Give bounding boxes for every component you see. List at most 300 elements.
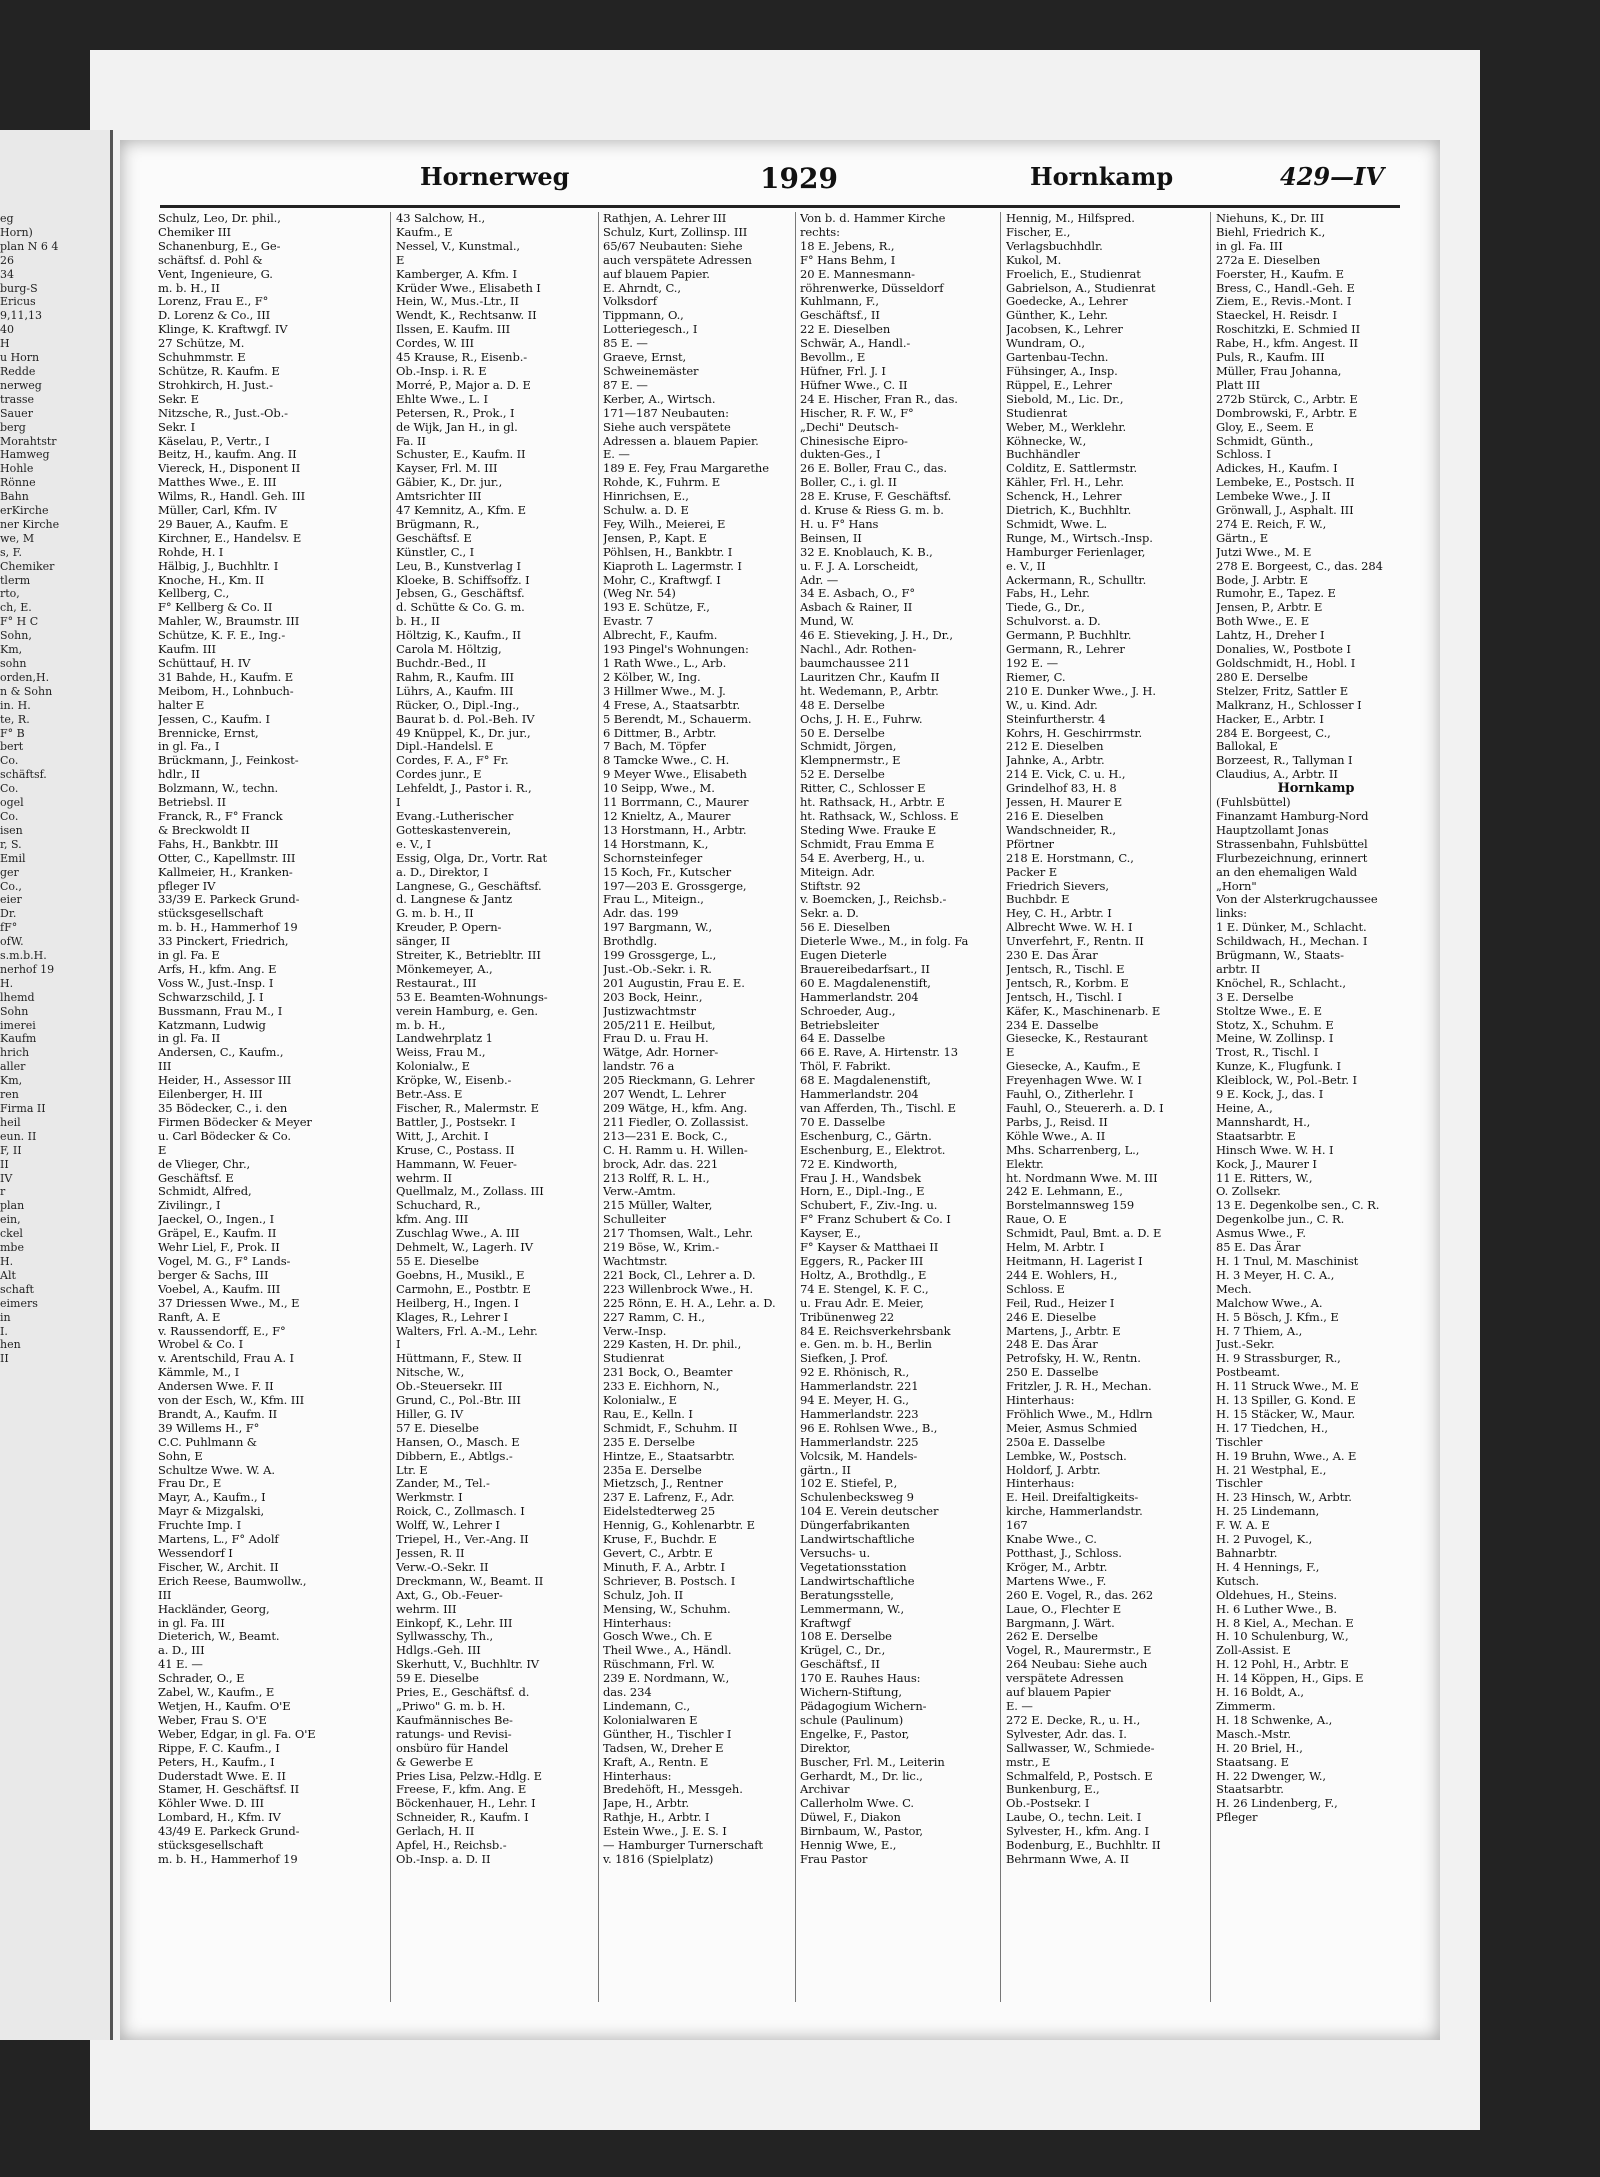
directory-entry-line: Langnese, G., Geschäftsf. (396, 878, 542, 893)
directory-entry-line: Albrecht, F., Kaufm. (603, 628, 718, 643)
directory-entry-line: Horn, E., Dipl.-Ing., E (800, 1184, 925, 1199)
directory-entry-line: Werkmstr. I (396, 1490, 463, 1505)
directory-entry-line: 9 Meyer Wwe., Elisabeth (603, 767, 747, 782)
directory-entry-line: E. Ahrndt, C., (603, 280, 681, 295)
directory-entry-line: 94 E. Meyer, H. G., (800, 1393, 909, 1408)
left-page-text-fragment: hrich (0, 1046, 30, 1060)
directory-entry-line: Lombard, H., Kfm. IV (158, 1810, 281, 1825)
left-page-text-fragment: IV (0, 1171, 13, 1185)
directory-entry-line: v. 1816 (Spielplatz) (603, 1851, 714, 1866)
directory-entry-line: Hüfner, Frl. J. I (800, 363, 886, 378)
left-page-text-fragment: eier (0, 893, 22, 907)
directory-entry-line: Fauhl, O., Steuererh. a. D. I (1006, 1101, 1164, 1115)
directory-entry-line: 60 E. Magdalenenstift, (800, 975, 931, 990)
directory-entry-line: Betriebsleiter (800, 1017, 879, 1032)
directory-entry-line: Fröhlich Wwe., M., Hdlrn (1006, 1406, 1153, 1421)
directory-entry-line: Jensen, P., Kapt. E (603, 530, 707, 545)
directory-entry-line: Köhle Wwe., A. II (1006, 1128, 1106, 1143)
directory-entry-line: Heitmann, H. Lagerist I (1006, 1253, 1143, 1268)
directory-entry-line: 280 E. Derselbe (1216, 669, 1308, 684)
directory-entry-line: Mahler, W., Braumstr. III (158, 614, 300, 629)
directory-entry-line: berger & Sachs, III (158, 1267, 269, 1282)
directory-entry-line: 193 E. Schütze, F., (603, 600, 710, 615)
directory-entry-line: H. 26 Lindenberg, F., (1216, 1796, 1338, 1811)
directory-entry-line: 27 Schütze, M. (158, 336, 245, 351)
directory-entry-line: Kirchner, E., Handelsv. E (158, 530, 302, 545)
directory-entry-line: 56 E. Dieselben (800, 920, 891, 935)
directory-entry-line: Buscher, Frl. M., Leiterin (800, 1754, 945, 1769)
directory-entry-line: Buchdr.-Bed., II (396, 656, 486, 670)
directory-entry-line: Einkopf, K., Lehr. III (396, 1615, 513, 1630)
directory-entry-line: Pries, E., Geschäftsf. d. (396, 1685, 530, 1700)
directory-entry-line: H. 2 Puvogel, K., (1216, 1532, 1313, 1547)
directory-entry-line: Gräpel, E., Kaufm. II (158, 1226, 277, 1241)
directory-entry-line: 214 E. Vick, C. u. H., (1006, 767, 1126, 782)
directory-entry-line: 104 E. Verein deutscher (800, 1504, 939, 1519)
directory-entry-line: Lotteriegesch., I (603, 322, 698, 337)
directory-entry-line: Justizwachtmstr (603, 1003, 696, 1018)
directory-entry-line: Verw.-O.-Sekr. II (396, 1559, 489, 1574)
directory-entry-line: Vogel, M. G., F° Lands- (158, 1253, 291, 1268)
left-page-text-fragment: r, S. (0, 837, 22, 851)
left-page-text-fragment: Horn) (0, 225, 33, 239)
directory-entry-line: 235a E. Derselbe (603, 1462, 702, 1477)
directory-entry-line: landstr. 76 a (603, 1059, 675, 1074)
directory-entry-line: 33 Pinckert, Friedrich, (158, 934, 289, 949)
directory-entry-line: Beinsen, II (800, 530, 862, 545)
directory-entry-line: Schuster, E., Kaufm. II (396, 447, 526, 462)
directory-entry-line: 47 Kemnitz, A., Kfm. E (396, 503, 526, 518)
directory-entry-line: Verlagsbuchhdlr. (1006, 238, 1103, 253)
directory-entry-line: Kayser, E., (800, 1226, 861, 1241)
directory-entry-line: Pries Lisa, Pelzw.-Hdlg. E (396, 1768, 542, 1783)
directory-entry-line: 239 E. Nordmann, W., (603, 1671, 730, 1686)
left-page-text-fragment: ckel (0, 1227, 23, 1241)
directory-entry-line: Hackländer, Georg, (158, 1601, 270, 1616)
directory-entry-line: ht. Rathsack, W., Schloss. E (800, 808, 959, 823)
directory-entry-line: Estein Wwe., J. E. S. I (603, 1824, 727, 1839)
directory-entry-line: Weber, M., Werklehr. (1006, 419, 1127, 434)
directory-entry-line: Ob.-Insp. a. D. II (396, 1851, 491, 1866)
directory-entry-line: Jutzi Wwe., M. E (1216, 544, 1312, 559)
left-page-text-fragment: Sohn (0, 1004, 29, 1018)
directory-entry-line: Schultze Wwe. W. A. (158, 1462, 275, 1477)
directory-entry-line: Studienrat (603, 1351, 665, 1366)
directory-entry-line: Jentsch, R., Korbm. E (1006, 975, 1129, 990)
directory-entry-line: Katzmann, Ludwig (158, 1017, 266, 1032)
directory-entry-line: Dieterle Wwe., M., in folg. Fa (800, 934, 969, 949)
header-street-left: Hornerweg (420, 162, 570, 191)
directory-entry-line: Kayser, Frl. M. III (396, 461, 498, 476)
directory-entry-line: Bargmann, J. Wärt. (1006, 1615, 1115, 1630)
directory-entry-line: brock, Adr. das. 221 (603, 1156, 719, 1171)
directory-entry-line: Syllwasschy, Th., (396, 1629, 494, 1644)
directory-entry-line: Gerhardt, M., Dr. lic., (800, 1768, 923, 1783)
directory-entry-line: 170 E. Rauhes Haus: (800, 1671, 921, 1686)
directory-entry-line: Stiftstr. 92 (800, 878, 861, 893)
directory-entry-line: de Wijk, Jan H., in gl. (396, 419, 518, 434)
directory-entry-line: Elektr. (1006, 1156, 1044, 1171)
directory-entry-line: Hauptzollamt Jonas (1216, 822, 1329, 837)
directory-entry-line: Eschenburg, E., Elektrot. (800, 1142, 946, 1157)
directory-entry-line: Apfel, H., Reichsb.- (396, 1838, 507, 1853)
directory-entry-line: Vogel, R., Maurermstr., E (1006, 1643, 1152, 1658)
directory-entry-line: Schweinemäster (603, 363, 699, 378)
directory-entry-line: Walters, Frl. A.-M., Lehr. (396, 1323, 538, 1338)
directory-entry-line: mstr., E (1006, 1754, 1051, 1769)
directory-entry-line: Köhler Wwe. D. III (158, 1796, 264, 1811)
directory-entry-line: 52 E. Derselbe (800, 767, 885, 782)
directory-entry-line: Albrecht Wwe. W. H. I (1006, 920, 1133, 935)
left-page-text-fragment: erKirche (0, 504, 49, 518)
directory-entry-line: Eugen Dieterle (800, 948, 887, 963)
directory-entry-line: Frau J. H., Wandsbek (800, 1170, 921, 1185)
directory-entry-line: m. b. H., Hammerhof 19 (158, 920, 298, 935)
column-divider (390, 212, 391, 2002)
directory-entry-line: Beratungsstelle, (800, 1587, 894, 1602)
directory-entry-line: Heine, A., (1216, 1101, 1273, 1115)
directory-entry-line: Minuth, F. A., Arbtr. I (603, 1559, 725, 1574)
directory-entry-line: onsbüro für Handel (396, 1740, 509, 1755)
directory-entry-line: Arfs, H., kfm. Ang. E (158, 961, 277, 976)
directory-entry-line: u. Frau Adr. E. Meier, (800, 1295, 924, 1310)
directory-entry-line: Brauereibedarfsart., II (800, 961, 930, 976)
left-page-text-fragment: Kaufm (0, 1032, 37, 1046)
directory-entry-line: Roick, C., Zollmasch. I (396, 1504, 525, 1519)
directory-entry-line: Hennig, M., Hilfspred. (1006, 212, 1135, 225)
directory-entry-line: Kruse, F., Buchdr. E (603, 1532, 717, 1547)
directory-entry-line: wehrm. III (396, 1601, 457, 1616)
directory-entry-line: Parbs, J., Reisd. II (1006, 1114, 1108, 1129)
directory-entry-line: 37 Driessen Wwe., M., E (158, 1295, 300, 1310)
directory-entry-line: Lührs, A., Kaufm. III (396, 683, 514, 698)
directory-column-3 (603, 212, 793, 2012)
directory-entry-line: Hammann, W. Feuer- (396, 1156, 517, 1171)
left-page-text-fragment: 9,11,13 (0, 309, 42, 323)
directory-entry-line: Gotteskastenverein, (396, 822, 512, 837)
directory-entry-line: Hüttmann, F., Stew. II (396, 1351, 522, 1366)
directory-entry-line: Heider, H., Assessor III (158, 1073, 292, 1088)
directory-entry-line: Schuhmmstr. E (158, 350, 246, 365)
directory-entry-line: Hinrichsen, E., (603, 489, 689, 504)
directory-entry-line: „Dechi" Deutsch- (800, 419, 899, 434)
directory-entry-line: d. Schütte & Co. G. m. (396, 600, 525, 615)
directory-entry-line: 199 Grossgerge, L., (603, 948, 717, 963)
directory-entry-line: Sohn, E (158, 1448, 203, 1463)
directory-entry-line: (Fuhlsbüttel) (1216, 795, 1291, 810)
directory-entry-line: Düngerfabrikanten (800, 1518, 910, 1533)
directory-entry-line: 278 E. Borgeest, C., das. 284 (1216, 558, 1383, 573)
directory-entry-line: ht. Rathsack, H., Arbtr. E (800, 795, 945, 810)
left-page-text-fragment: schaft (0, 1282, 34, 1296)
directory-entry-line: Kolonialw., E (603, 1393, 677, 1408)
directory-entry-line: Schmidt, Wwe. L. (1006, 516, 1108, 531)
directory-entry-line: Siebold, M., Lic. Dr., (1006, 391, 1124, 406)
directory-entry-line: Düwel, F., Diakon (800, 1810, 901, 1825)
directory-entry-line: 70 E. Dasselbe (800, 1114, 886, 1129)
directory-entry-line: H. 5 Bösch, J. Kfm., E (1216, 1309, 1339, 1324)
directory-entry-line: d. Kruse & Riess G. m. b. (800, 503, 944, 518)
directory-entry-line: Lorenz, Frau E., F° (158, 294, 269, 309)
directory-entry-line: Biehl, Friedrich K., (1216, 224, 1326, 239)
column-divider (795, 212, 796, 2002)
directory-entry-line: 14 Horstmann, K., (603, 836, 709, 851)
directory-entry-line: Schulz, Leo, Dr. phil., (158, 212, 281, 225)
left-page-text-fragment: I. (0, 1324, 8, 1338)
directory-entry-line: Gevert, C., Arbtr. E (603, 1546, 713, 1560)
directory-entry-line: H. 1 Tnul, M. Maschinist (1216, 1253, 1359, 1268)
directory-entry-line: Ltr. E (396, 1462, 428, 1477)
directory-column-2 (396, 212, 596, 2012)
directory-entry-line: Frau L., Miteign., (603, 892, 704, 907)
directory-entry-line: rechts: (800, 224, 840, 239)
directory-entry-line: H. 22 Dwenger, W., (1216, 1768, 1326, 1783)
directory-entry-line: Wendt, K., Rechtsanw. II (396, 308, 537, 323)
directory-entry-line: Both Wwe., E. E (1216, 614, 1310, 629)
directory-entry-line: Jessen, H. Maurer E (1006, 795, 1123, 810)
directory-entry-line: Siefken, J. Prof. (800, 1351, 889, 1366)
directory-entry-line: 242 E. Lehmann, E., (1006, 1184, 1123, 1199)
directory-entry-line: Steding Wwe. Frauke E (800, 822, 937, 837)
directory-entry-line: Jape, H., Arbtr. (603, 1796, 690, 1811)
directory-entry-line: H. 14 Köppen, H., Gips. E (1216, 1671, 1364, 1686)
directory-entry-line: ht. Nordmann Wwe. M. III (1006, 1170, 1158, 1185)
left-page-text-fragment: Rönne (0, 476, 36, 490)
directory-entry-line: verspätete Adressen (1006, 1671, 1124, 1686)
directory-entry-line: Fey, Wilh., Meierei, E (603, 516, 726, 531)
directory-entry-line: Gärtn., E (1216, 530, 1269, 545)
directory-entry-line: Pförtner (1006, 836, 1054, 851)
directory-entry-line: Betr.-Ass. E (396, 1087, 463, 1102)
directory-entry-line: Frau Dr., E (158, 1476, 222, 1491)
directory-entry-line: Axt, G., Ob.-Feuer- (396, 1587, 503, 1602)
left-page-text-fragment: ner Kirche (0, 517, 60, 531)
directory-entry-line: Schildwach, H., Mechan. I (1216, 934, 1368, 949)
directory-entry-line: O. Zollsekr. (1216, 1184, 1281, 1199)
directory-entry-line: Martens Wwe., F. (1006, 1573, 1107, 1588)
directory-entry-line: Verw.-Insp. (603, 1323, 667, 1338)
directory-entry-line: F° Hans Behm, I (800, 252, 896, 267)
directory-entry-line: Hornkamp (1277, 781, 1355, 797)
directory-entry-line: 215 Müller, Walter, (603, 1198, 713, 1213)
directory-entry-line: H. u. F° Hans (800, 516, 879, 531)
directory-entry-line: Schulz, Joh. II (603, 1587, 684, 1602)
directory-entry-line: Skerhutt, V., Buchhltr. IV (396, 1657, 539, 1672)
directory-entry-line: Martens, L., F° Adolf (158, 1532, 279, 1547)
directory-entry-line: 216 E. Dieselben (1006, 808, 1104, 823)
directory-entry-line: 3 E. Derselbe (1216, 989, 1294, 1004)
column-divider (1000, 212, 1001, 2002)
directory-entry-line: 209 Wätge, H., kfm. Ang. (603, 1101, 748, 1115)
directory-entry-line: m. b. H., Hammerhof 19 (158, 1851, 298, 1866)
directory-entry-line: 8 Tamcke Wwe., C. H. (603, 753, 730, 768)
directory-entry-line: Rücker, O., Dipl.-Ing., (396, 697, 520, 712)
directory-entry-line: Dipl.-Handelsl. E (396, 739, 494, 754)
left-page-text-fragment: Chemiker (0, 559, 55, 573)
directory-entry-line: Schulvorst. a. D. (1006, 614, 1101, 629)
directory-entry-line: Brügmann, R., (396, 516, 480, 531)
directory-entry-line: Wachtmstr. (603, 1253, 668, 1268)
directory-entry-line: Callerholm Wwe. C. (800, 1796, 914, 1811)
directory-entry-line: Schulleiter (603, 1212, 666, 1227)
directory-entry-line: Puls, R., Kaufm. III (1216, 350, 1325, 365)
directory-entry-line: F° Franz Schubert & Co. I (800, 1212, 951, 1227)
directory-entry-line: Schubert, F., Ziv.-Ing. u. (800, 1198, 938, 1213)
directory-entry-line: 48 E. Derselbe (800, 697, 885, 712)
directory-entry-line: Packer E (1006, 864, 1058, 879)
directory-entry-line: 32 E. Knoblauch, K. B., (800, 544, 933, 559)
directory-entry-line: H. 20 Briel, H., (1216, 1740, 1303, 1755)
left-page-text-fragment: in. H. (0, 698, 31, 712)
directory-entry-line: Sekr. I (158, 419, 196, 434)
directory-entry-line: stücksgesellschaft (158, 1838, 264, 1853)
directory-entry-line: Klinge, K. Kraftwgf. IV (158, 322, 288, 337)
directory-entry-line: Ob.-Postsekr. I (1006, 1796, 1090, 1811)
directory-entry-line: Ranft, A. E (158, 1309, 221, 1324)
directory-entry-line: F° Kayser & Matthaei II (800, 1240, 939, 1255)
directory-entry-line: Platt III (1216, 377, 1260, 392)
directory-entry-line: Kukol, M. (1006, 252, 1062, 267)
directory-entry-line: Käfer, K., Maschinenarb. E (1006, 1003, 1161, 1018)
directory-column-1 (158, 212, 386, 2012)
directory-entry-line: Bussmann, Frau M., I (158, 1003, 283, 1018)
left-page-text-fragment: heil (0, 1115, 21, 1129)
directory-entry-line: Germann, R., Lehrer (1006, 642, 1125, 657)
directory-entry-line: Grindelhof 83, H. 8 (1006, 781, 1117, 796)
directory-entry-line: 45 Krause, R., Eisenb.- (396, 350, 528, 365)
directory-entry-line: Adickes, H., Kaufm. I (1216, 461, 1338, 476)
directory-entry-line: Mund, W. (800, 614, 854, 629)
directory-entry-line: 9 E. Kock, J., das. I (1216, 1087, 1324, 1102)
directory-entry-line: Wandschneider, R., (1006, 822, 1116, 837)
directory-entry-line: Kallmeier, H., Kranken- (158, 864, 293, 879)
directory-entry-line: Nitsche, W., (396, 1365, 465, 1380)
directory-entry-line: Duderstadt Wwe. E. II (158, 1768, 286, 1783)
directory-entry-line: E (1006, 1045, 1015, 1060)
directory-entry-line: C.C. Puhlmann & (158, 1434, 257, 1449)
directory-entry-line: 248 E. Das Ärar (1006, 1337, 1098, 1352)
left-page-text-fragment: Alt (0, 1268, 16, 1282)
directory-entry-line: Dibbern, E., Abtlgs.- (396, 1448, 513, 1463)
directory-entry-line: Malkranz, H., Schlosser I (1216, 697, 1362, 712)
directory-entry-line: Freyenhagen Wwe. W. I (1006, 1073, 1142, 1088)
directory-entry-line: Günther, K., Lehr. (1006, 308, 1108, 323)
directory-entry-line: 229 Kasten, H. Dr. phil., (603, 1337, 742, 1352)
directory-entry-line: Cordes, F. A., F° Fr. (396, 753, 509, 768)
directory-entry-line: 6 Dittmer, B., Arbtr. (603, 725, 717, 740)
directory-entry-line: 55 E. Dieselbe (396, 1253, 479, 1268)
directory-entry-line: auch verspätete Adressen (603, 252, 752, 267)
directory-entry-line: Wrobel & Co. I (158, 1337, 244, 1352)
left-page-text-fragment: H (0, 337, 10, 351)
left-page-text-fragment: eg (0, 212, 14, 225)
left-page-text-fragment: Hohle (0, 462, 34, 476)
directory-entry-line: Tischler (1216, 1434, 1263, 1449)
directory-entry-line: auf blauem Papier. (603, 266, 710, 281)
directory-entry-line: 227 Ramm, C. H., (603, 1309, 705, 1324)
directory-entry-line: Rau, E., Kelln. I (603, 1406, 693, 1421)
directory-entry-line: Kock, J., Maurer I (1216, 1156, 1317, 1171)
directory-entry-line: Direktor, (800, 1740, 851, 1755)
directory-entry-line: 217 Thomsen, Walt., Lehr. (603, 1226, 754, 1241)
directory-entry-line: Tischler (1216, 1476, 1263, 1491)
directory-entry-line: Eilenberger, H. III (158, 1087, 263, 1102)
directory-entry-line: Hansen, O., Masch. E (396, 1434, 520, 1449)
directory-entry-line: Viereck, H., Disponent II (158, 461, 301, 476)
directory-entry-line: Grund, C., Pol.-Btr. III (396, 1393, 521, 1408)
left-page-text-fragment: Co., (0, 879, 22, 893)
directory-entry-line: Kamberger, A. Kfm. I (396, 266, 517, 281)
directory-entry-line: verein Hamburg, e. Gen. (396, 1003, 538, 1018)
directory-entry-line: wehrm. II (396, 1170, 452, 1185)
directory-entry-line: Unverfehrt, F., Rentn. II (1006, 934, 1144, 949)
directory-entry-line: 35 Bödecker, C., i. den (158, 1101, 288, 1115)
directory-entry-line: Franck, R., F° Franck (158, 808, 283, 823)
directory-entry-line: 230 E. Das Ärar (1006, 948, 1098, 963)
directory-entry-line: Kunze, K., Flugfunk. I (1216, 1059, 1342, 1074)
directory-entry-line: Siehe auch verspätete (603, 419, 731, 434)
directory-entry-line: Giesecke, K., Restaurant (1006, 1031, 1148, 1046)
directory-entry-line: Hinterhaus: (1006, 1476, 1075, 1491)
directory-entry-line: Archivar (800, 1782, 850, 1797)
directory-column-6 (1216, 212, 1416, 2012)
directory-entry-line: 43/49 E. Parkeck Grund- (158, 1824, 300, 1839)
directory-entry-line: 274 E. Reich, F. W., (1216, 516, 1327, 531)
directory-entry-line: Adr. das. 199 (603, 906, 679, 921)
left-page-text-fragment: Firma II (0, 1102, 46, 1115)
directory-entry-line: Gäbier, K., Dr. jur., (396, 475, 503, 490)
directory-entry-line: Strohkirch, H. Just.- (158, 377, 273, 392)
directory-entry-line: 50 E. Derselbe (800, 725, 885, 740)
directory-entry-line: 59 E. Dieselbe (396, 1671, 479, 1686)
directory-entry-line: Schmidt, Paul, Bmt. a. D. E (1006, 1226, 1162, 1241)
directory-entry-line: 212 E. Dieselben (1006, 739, 1104, 754)
directory-entry-line: Just.-Sekr. (1216, 1337, 1275, 1352)
directory-entry-line: Frau D. u. Frau H. (603, 1031, 709, 1046)
directory-entry-line: Schmidt, Jörgen, (800, 739, 897, 754)
directory-entry-line: Rohde, K., Fuhrm. E (603, 475, 721, 490)
directory-entry-line: 84 E. Reichsverkehrsbank (800, 1323, 951, 1338)
directory-entry-line: Otter, C., Kapellmstr. III (158, 850, 296, 865)
header-page-number: 429—IV (1280, 162, 1384, 191)
directory-entry-line: Ritter, C., Schlosser E (800, 781, 926, 796)
directory-entry-line: Foerster, H., Kaufm. E (1216, 266, 1344, 281)
directory-entry-line: Bode, J. Arbtr. E (1216, 572, 1308, 587)
directory-entry-line: Bunkenburg, E., (1006, 1782, 1100, 1797)
directory-entry-line: 65/67 Neubauten: Siehe (603, 238, 743, 253)
directory-entry-line: Hamburger Ferienlager, (1006, 544, 1146, 559)
directory-entry-line: Erich Reese, Baumwollw., (158, 1573, 307, 1588)
directory-entry-line: Meine, W. Zollinsp. I (1216, 1031, 1334, 1046)
directory-entry-line: 189 E. Fey, Frau Margarethe (603, 461, 769, 476)
directory-entry-line: 237 E. Lafrenz, F., Adr. (603, 1490, 735, 1505)
left-page-text-fragment: ch, E. (0, 601, 32, 615)
directory-entry-line: Sylvester, Adr. das. I. (1006, 1726, 1127, 1741)
left-page-text-fragment: Ericus (0, 295, 36, 309)
directory-entry-line: Schmidt, Alfred, (158, 1184, 252, 1199)
directory-entry-line: Miteign. Adr. (800, 864, 875, 879)
directory-entry-line: Jentsch, R., Tischl. E (1006, 961, 1125, 976)
directory-entry-line: Boller, C., i. gl. II (800, 475, 897, 490)
directory-entry-line: Meibom, H., Lohnbuch- (158, 683, 294, 698)
directory-entry-line: C. H. Ramm u. H. Willen- (603, 1142, 748, 1157)
directory-entry-line: Hiller, G. IV (396, 1406, 464, 1421)
directory-entry-line: Schulenbecksweg 9 (800, 1490, 914, 1505)
directory-entry-line: 167 (1006, 1518, 1028, 1533)
directory-entry-line: Dietrich, K., Buchhltr. (1006, 503, 1132, 518)
directory-entry-line: 57 E. Dieselbe (396, 1420, 479, 1435)
directory-entry-line: 213 Rolff, R. L. H., (603, 1170, 710, 1185)
